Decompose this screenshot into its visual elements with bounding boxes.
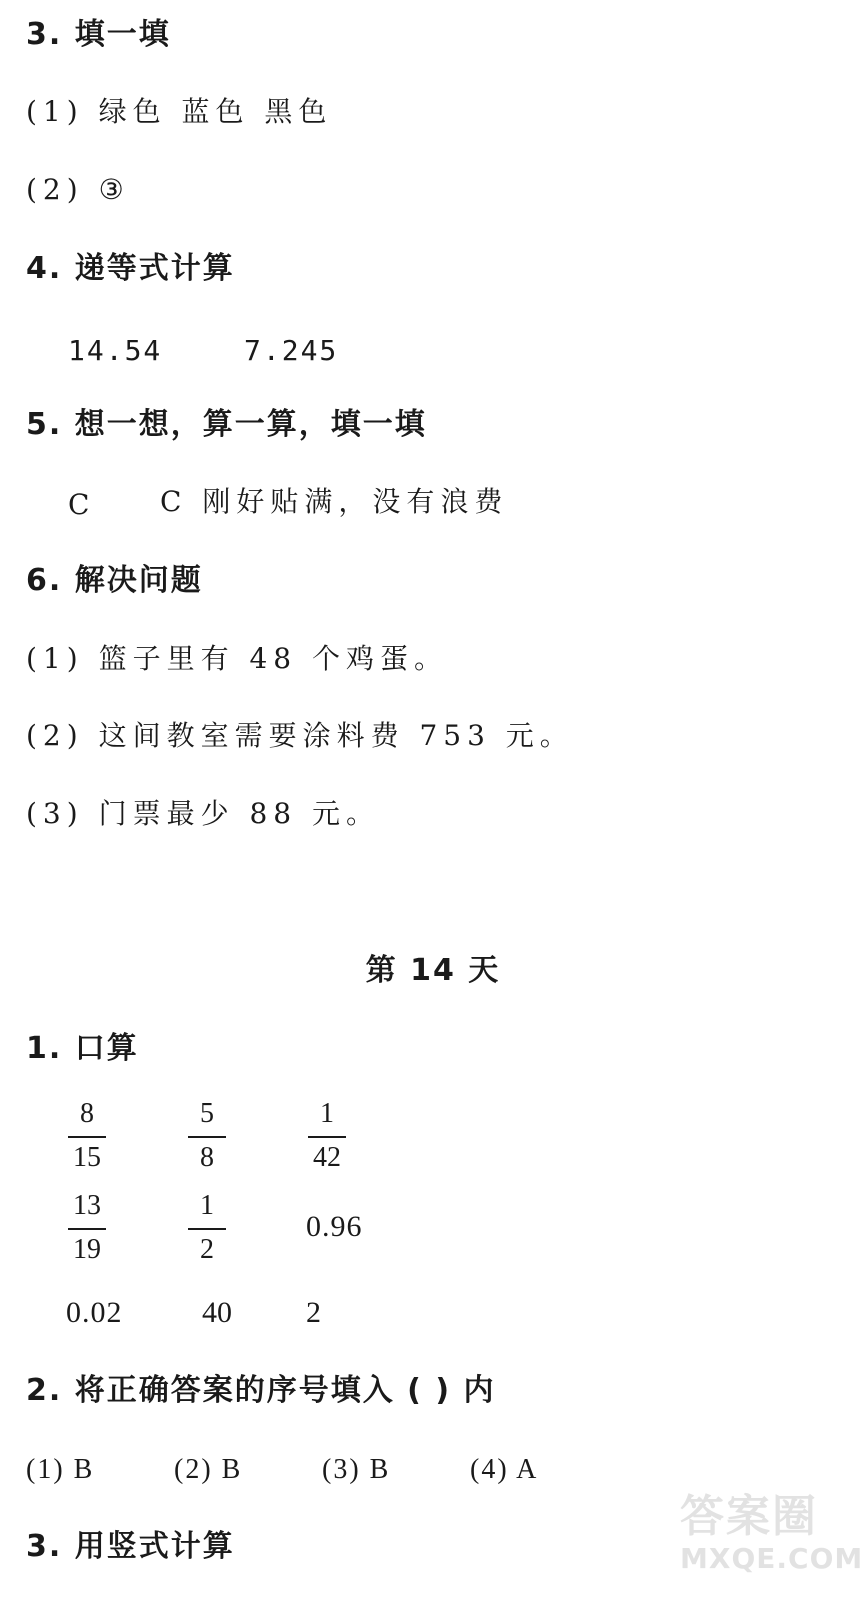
watermark-logo: 答案圈 xyxy=(680,1491,818,1542)
section-5-heading: 5. 想一想，算一算，填一填 xyxy=(26,407,427,442)
fraction-numerator: 1 xyxy=(320,1098,334,1129)
section-4-answer-2: 7.245 xyxy=(244,334,339,367)
fraction-numerator: 8 xyxy=(80,1098,94,1129)
fraction-bar xyxy=(68,1136,106,1138)
d14-section-1-heading: 1. 口算 xyxy=(26,1031,139,1066)
section-5-answer-2: C 刚好贴满，没有浪费 xyxy=(160,485,509,518)
section-3-answer-2: (2) ③ xyxy=(26,173,130,206)
choice-answer-4: (4) A xyxy=(470,1454,539,1485)
fraction-denominator: 15 xyxy=(73,1142,101,1173)
fraction-bar xyxy=(68,1228,106,1230)
choice-answer-3: (3) B xyxy=(322,1454,391,1485)
fraction-bar xyxy=(308,1136,346,1138)
choice-answer-2: (2) B xyxy=(174,1454,243,1485)
d14-section-2-heading: 2. 将正确答案的序号填入 ( ) 内 xyxy=(26,1373,496,1408)
fraction-denominator: 19 xyxy=(73,1234,101,1265)
d14-section-3-heading: 3. 用竖式计算 xyxy=(26,1529,235,1564)
fraction xyxy=(64,1192,110,1264)
fraction xyxy=(64,1100,110,1172)
mental-math-answer: 0.96 xyxy=(306,1210,363,1243)
section-6-heading: 6. 解决问题 xyxy=(26,563,203,598)
section-4-answer-1: 14.54 xyxy=(68,334,163,367)
section-3-answer-1: (1) 绿色 蓝色 黑色 xyxy=(26,95,333,128)
fraction-bar xyxy=(188,1228,226,1230)
choice-answer-1: (1) B xyxy=(26,1454,95,1485)
fraction-numerator: 5 xyxy=(200,1098,214,1129)
fraction xyxy=(304,1100,350,1172)
section-4-heading: 4. 递等式计算 xyxy=(26,251,235,286)
section-3-heading: 3. 填一填 xyxy=(26,17,171,52)
fraction-denominator: 8 xyxy=(200,1142,214,1173)
fraction-denominator: 42 xyxy=(313,1142,341,1173)
fraction-numerator: 13 xyxy=(73,1190,101,1221)
section-6-answer-1: (1) 篮子里有 48 个鸡蛋。 xyxy=(26,642,448,675)
section-5-answer-1: C xyxy=(68,488,90,521)
section-6-answer-3: (3) 门票最少 88 元。 xyxy=(26,797,380,830)
fraction-bar xyxy=(188,1136,226,1138)
mental-math-answer: 2 xyxy=(306,1296,321,1329)
section-6-answer-2: (2) 这间教室需要涂料费 753 元。 xyxy=(26,719,574,752)
watermark xyxy=(680,1480,864,1590)
day-title: 第 14 天 xyxy=(365,953,501,988)
fraction xyxy=(184,1100,230,1172)
fraction xyxy=(184,1192,230,1264)
watermark-url: MXQE.COM xyxy=(680,1542,864,1575)
mental-math-answer: 40 xyxy=(202,1296,232,1329)
fraction-numerator: 1 xyxy=(200,1190,214,1221)
fraction-denominator: 2 xyxy=(200,1234,214,1265)
mental-math-answer: 0.02 xyxy=(66,1296,123,1329)
